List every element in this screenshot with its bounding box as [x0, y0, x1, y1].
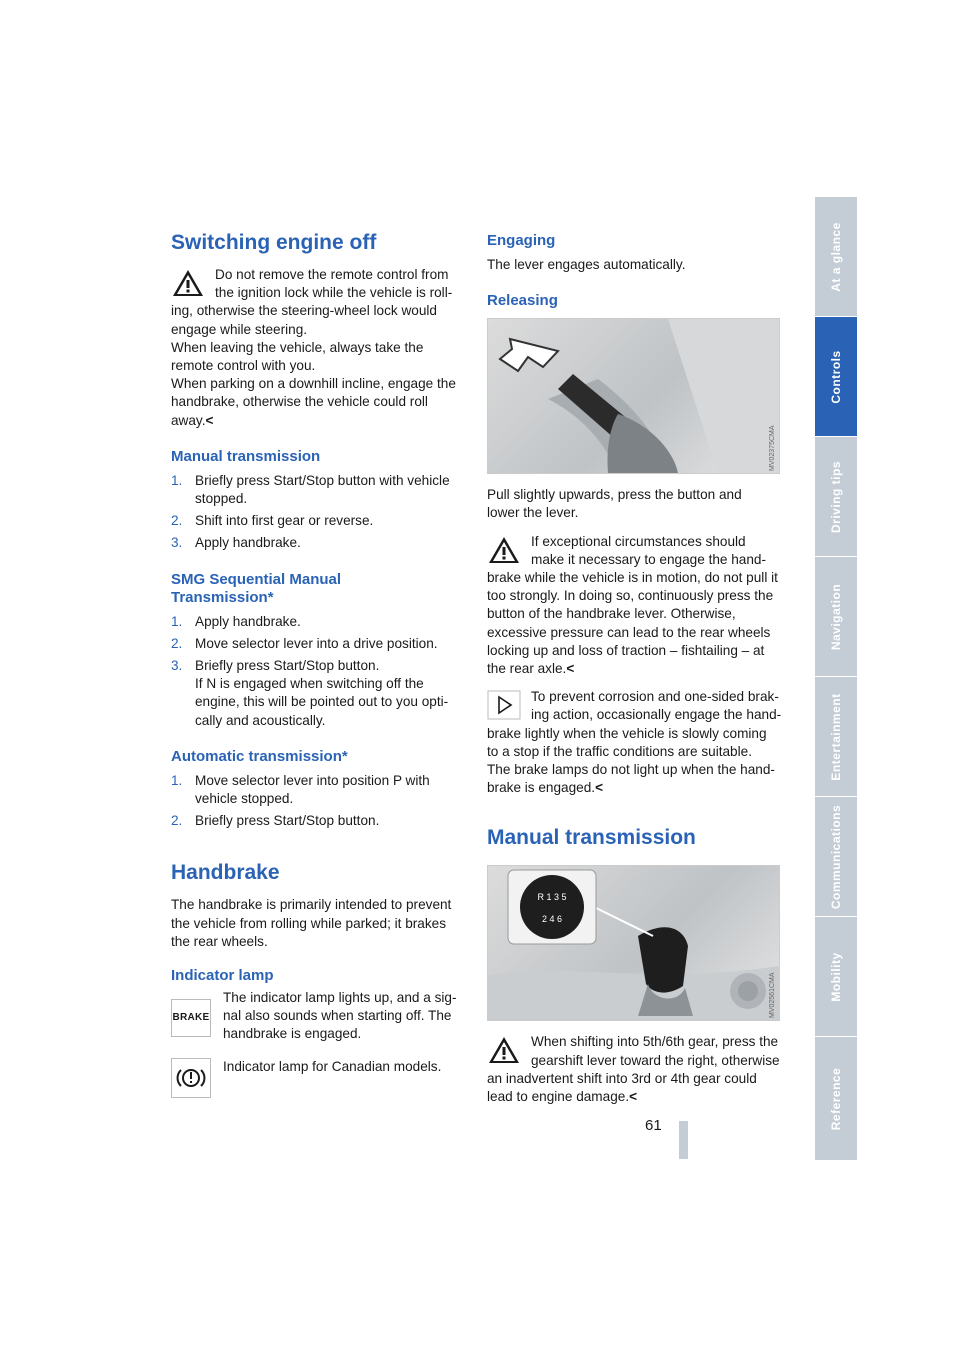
- warning-block-handbrake: [487, 533, 782, 679]
- text-line: The indicator lamp lights up, and a sig-: [223, 990, 457, 1006]
- step-text: Apply handbrake.: [195, 613, 301, 629]
- heading-manual-transmission: Manual transmission: [171, 447, 321, 465]
- step-number: 1.: [171, 472, 183, 488]
- text-line: [487, 660, 782, 678]
- text-span: brake is engaged.: [487, 780, 596, 796]
- note-arrow-icon: [487, 690, 521, 720]
- text-span: away.: [171, 412, 206, 428]
- list-item: [171, 534, 466, 552]
- step-text: Briefly press Start/Stop button.: [195, 813, 380, 829]
- text-line: the rear wheels.: [171, 933, 268, 949]
- sidebar-tab-mobility[interactable]: [815, 917, 857, 1037]
- text-line: brake while the vehicle is in motion, do not pull it: [487, 570, 778, 586]
- heading-line: SMG Sequential Manual: [171, 570, 342, 588]
- gearshift-illustration: [488, 866, 779, 1020]
- heading-engaging: Engaging: [487, 232, 556, 249]
- sidebar-tab-entertainment[interactable]: [815, 677, 857, 797]
- left-column: [171, 230, 466, 1098]
- text-line: nal also sounds when starting off. The: [223, 1008, 452, 1024]
- step-number: 3.: [171, 658, 183, 674]
- heading-handbrake: Handbrake: [171, 861, 280, 885]
- step-text: Briefly press Start/Stop button with vehicle stopped.: [195, 472, 450, 507]
- tab-label: Controls: [829, 349, 843, 404]
- warning-triangle-icon: [171, 268, 205, 298]
- step-text: Move selector lever into a drive position.: [195, 635, 438, 651]
- text-line: to a stop if the traffic conditions are suitable.: [487, 743, 752, 759]
- step-text: Shift into first gear or reverse.: [195, 513, 374, 529]
- text-line: remote control with you.: [171, 358, 316, 374]
- text-line: If exceptional circumstances should: [531, 533, 746, 549]
- note-block-corrosion: [487, 688, 782, 797]
- text-line: the ignition lock while the vehicle is roll-: [215, 285, 453, 301]
- sidebar-tab-navigation[interactable]: [815, 557, 857, 677]
- tab-label: Reference: [829, 1067, 843, 1130]
- brake-warning-circle-icon: [171, 1058, 211, 1098]
- handbrake-lever-illustration: [488, 319, 779, 473]
- heading-manual-transmission-2: Manual transmission: [487, 826, 696, 850]
- warning-triangle-icon: [487, 1035, 521, 1065]
- manual-steps-list: [171, 472, 466, 553]
- text-line: handbrake is engaged.: [223, 1026, 362, 1042]
- list-item: [171, 512, 466, 530]
- brake-icon-label: BRAKE: [172, 1011, 210, 1023]
- step-number: 2.: [171, 813, 183, 829]
- text-line: engage while steering.: [171, 321, 308, 337]
- step-text: Briefly press Start/Stop button.: [195, 658, 380, 674]
- step-number: 3.: [171, 535, 183, 551]
- end-mark: <: [629, 1089, 638, 1105]
- tab-label: Communications: [829, 804, 843, 909]
- releasing-text: [487, 486, 782, 522]
- list-item: [171, 635, 466, 653]
- indicator-block: [171, 989, 466, 1044]
- tab-label: At a glance: [829, 221, 843, 292]
- tab-label: Entertainment: [829, 692, 843, 781]
- page-number: 61: [645, 1117, 662, 1134]
- text-line: button of the handbrake lever. Otherwise,: [487, 606, 736, 622]
- list-item: [171, 772, 466, 808]
- page-number-bar: [679, 1121, 688, 1159]
- warning-block-gearshift: [487, 1033, 782, 1106]
- sidebar-tab-reference[interactable]: [815, 1037, 857, 1161]
- end-mark: <: [595, 780, 604, 796]
- text-line: When leaving the vehicle, always take the: [171, 339, 424, 355]
- step-number: 1.: [171, 613, 183, 629]
- end-mark: <: [566, 661, 575, 677]
- sidebar-tab-communications[interactable]: [815, 797, 857, 917]
- gear-pattern-top: R 1 3 5: [537, 892, 567, 903]
- brake-indicator-icon: [171, 999, 211, 1037]
- auto-steps-list: [171, 772, 466, 831]
- heading-indicator-lamp: Indicator lamp: [171, 967, 274, 985]
- handbrake-release-image: [487, 318, 780, 474]
- warning-triangle-icon: [487, 535, 521, 565]
- text-line: ing, otherwise the steering-wheel lock would: [171, 303, 437, 319]
- image-code: MV02561CMA: [769, 972, 776, 1019]
- heading-releasing: Releasing: [487, 292, 558, 310]
- text-line: excessive pressure can lead to the rear wheels: [487, 624, 771, 640]
- list-item: [171, 613, 466, 631]
- text-span: lead to engine damage.: [487, 1089, 630, 1105]
- sidebar-tab-at-a-glance[interactable]: [815, 197, 857, 317]
- text-line: Pull slightly upwards, press the button and: [487, 487, 742, 503]
- text-line: When shifting into 5th/6th gear, press the: [531, 1034, 779, 1050]
- list-item: [171, 657, 466, 730]
- text-line: handbrake, otherwise the vehicle could roll: [171, 394, 428, 410]
- sidebar-tab-controls[interactable]: [815, 317, 857, 437]
- step-number: 1.: [171, 772, 183, 788]
- text-line: ing action, occasionally engage the hand-: [531, 707, 782, 723]
- text-line: too strongly. In doing so, continuously press the: [487, 588, 774, 604]
- text-line: To prevent corrosion and one-sided brak-: [531, 689, 779, 705]
- gear-pattern-bottom: 2 4 6: [541, 914, 563, 925]
- text-line: lower the lever.: [487, 505, 579, 521]
- smg-steps-list: [171, 613, 466, 730]
- text-line: the vehicle from rolling while parked; it brakes: [171, 915, 447, 931]
- text-line: [487, 1088, 782, 1106]
- text-line: Do not remove the remote control from: [215, 267, 449, 282]
- text-line: make it necessary to engage the hand-: [531, 551, 767, 567]
- heading-line: Transmission*: [171, 588, 274, 606]
- warning-block-remote: [171, 266, 466, 430]
- text-line: brake lightly when the vehicle is slowly coming: [487, 725, 767, 741]
- heading-switching-engine-off: Switching engine off: [171, 231, 377, 254]
- text-span: the rear axle.: [487, 661, 567, 677]
- list-item: [171, 812, 466, 830]
- tab-label: Navigation: [829, 583, 843, 650]
- step-number: 2.: [171, 513, 183, 529]
- text-line: The handbrake is primarily intended to prevent: [171, 897, 452, 913]
- tab-label: Mobility: [829, 951, 843, 1002]
- engaging-text: The lever engages automatically.: [487, 257, 686, 272]
- end-mark: <: [205, 412, 214, 428]
- step-text: Move selector lever into position P with vehicle stopped.: [195, 772, 430, 807]
- gearshift-image: [487, 865, 780, 1021]
- text-line: cally and acoustically.: [195, 712, 326, 728]
- image-code: MV02375CMA: [769, 425, 776, 472]
- text-line: an inadvertent shift into 3rd or 4th gear could: [487, 1070, 757, 1086]
- text-line: [171, 412, 466, 430]
- heading-smg: [171, 571, 466, 607]
- text-line: When parking on a downhill incline, engage the: [171, 376, 456, 392]
- tab-label: Driving tips: [829, 460, 843, 533]
- text-line: If N is engaged when switching off the: [195, 676, 424, 692]
- text-line: The brake lamps do not light up when the hand-: [487, 762, 775, 778]
- canada-block: [171, 1058, 466, 1098]
- step-text: Apply handbrake.: [195, 535, 301, 551]
- text-line: gearshift lever toward the right, otherwise: [531, 1052, 780, 1068]
- text-line: [487, 779, 782, 797]
- heading-automatic-transmission: Automatic transmission*: [171, 747, 348, 765]
- text-line: engine, this will be pointed out to you opti-: [195, 694, 449, 710]
- handbrake-text: [171, 896, 466, 951]
- list-item: [171, 472, 466, 508]
- sidebar-tab-driving-tips[interactable]: [815, 437, 857, 557]
- step-number: 2.: [171, 635, 183, 651]
- right-column: [487, 232, 782, 1106]
- text-line: locking up and loss of traction – fishtailing – at: [487, 642, 765, 658]
- text-line: Indicator lamp for Canadian models.: [223, 1058, 442, 1074]
